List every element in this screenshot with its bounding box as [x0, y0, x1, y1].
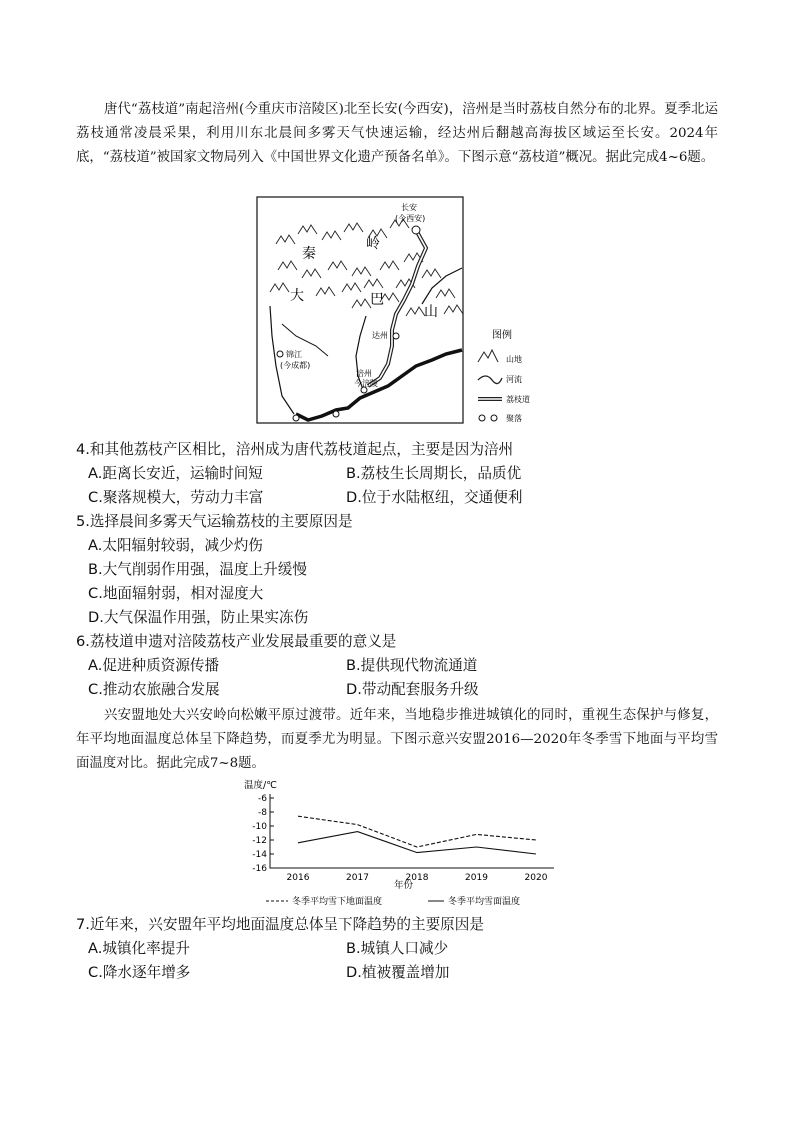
y-tick-label: -16: [252, 864, 267, 874]
legend-solid-label: 冬季平均雪面温度: [448, 897, 521, 907]
y-tick-label: -10: [252, 822, 267, 832]
x-tick-label: 2019: [465, 873, 488, 883]
q7-option-a: A.城镇化率提升: [88, 940, 190, 957]
question-5-stem: 5.选择晨间多雾天气运输荔枝的主要原因是: [76, 513, 353, 530]
legend-river-icon: [478, 376, 502, 384]
temperature-line-chart: [236, 778, 556, 908]
changan-sub-label: (今西安): [395, 214, 426, 223]
legend-settlement-icon: [479, 415, 485, 421]
shan-label: 山: [424, 304, 438, 320]
chart-axes: [270, 794, 554, 868]
q5-option-d: D.大气保温作用强，防止果实冻伤: [88, 609, 309, 626]
svg-text:河流: 河流: [506, 375, 522, 384]
q7-option-d: D.植被覆盖增加: [346, 964, 450, 981]
q7-option-c: C.降水逐年增多: [88, 964, 191, 981]
q7-option-b: B.城镇人口减少: [346, 940, 449, 957]
changan-settlement: [412, 226, 420, 234]
q5-option-a: A.太阳辐射较弱，减少灼伤: [88, 537, 263, 554]
svg-text:荔枝道: 荔枝道: [506, 395, 530, 404]
q4-option-b: B.荔枝生长周期长，品质优: [346, 465, 522, 482]
x-tick-label: 2020: [524, 873, 548, 883]
svg-text:聚落: 聚落: [506, 414, 522, 423]
q4-option-d: D.位于水陆枢纽，交通便利: [346, 489, 523, 506]
settlement-sw2: [333, 411, 339, 417]
litchi-road-map: [256, 196, 556, 424]
y-tick-label: -14: [252, 850, 267, 860]
ling-label: 岭: [366, 236, 380, 252]
q4-option-c: C.聚落规模大，劳动力丰富: [88, 489, 264, 506]
x-tick-label: 2017: [346, 873, 369, 883]
jinjiang-sub-label: (今成都): [280, 361, 311, 370]
legend-title: 图例: [492, 330, 512, 341]
x-tick-label: 2018: [405, 873, 429, 883]
chart-xlabel: 年份: [394, 880, 414, 891]
svg-text:山地: 山地: [506, 355, 522, 364]
passage-xinganmeng: 兴安盟地处大兴安岭向松嫩平原过渡带。近年来，当地稳步推进城镇化的同时，重视生态保护与修复，年平均地面温度总体呈下降趋势，而夏季尤为明显。下图示意兴安盟2016—2020年冬季雪下地面与平均雪面温度对比。据此完成7~8题。: [76, 708, 718, 771]
fuzhou-label: 涪州: [356, 369, 372, 378]
changan-label: 长安: [401, 203, 417, 212]
chart-ylabel: 温度/℃: [244, 780, 277, 791]
ba-label: 巴: [370, 292, 384, 308]
settlement-sw1: [293, 415, 299, 421]
q5-option-c: C.地面辐射弱，相对湿度大: [88, 585, 264, 602]
series-line-subsnow-ground: [298, 816, 536, 847]
question-6-stem: 6.荔枝道申遗对涪陵荔枝产业发展最重要的意义是: [76, 633, 397, 650]
dazhou-settlement: [393, 333, 399, 339]
jinjiang-label: 锦江: [286, 350, 302, 359]
dazhou-label: 达州: [372, 331, 388, 340]
jinjiang-settlement: [277, 351, 283, 357]
y-tick-label: -8: [258, 808, 267, 818]
y-tick-label: -6: [258, 794, 267, 804]
q5-option-b: B.大气削弱作用强，温度上升缓慢: [88, 561, 307, 578]
question-7-stem: 7.近年来，兴安盟年平均地面温度总体呈下降趋势的主要原因是: [76, 916, 484, 933]
q6-option-a: A.促进种质资源传播: [88, 657, 220, 674]
qin-label: 秦: [302, 246, 316, 262]
fuzhou-sub-label: 今涪陵: [354, 379, 378, 388]
q6-option-b: B.提供现代物流通道: [346, 657, 478, 674]
legend-mountain-icon: [478, 350, 498, 362]
series-line-snow-surface: [298, 832, 536, 854]
question-4-stem: 4.和其他荔枝产区相比，涪州成为唐代荔枝道起点，主要是因为涪州: [76, 441, 514, 458]
passage-litchi-road: 唐代“荔枝道”南起涪州(今重庆市涪陵区)北至长安(今西安)，涪州是当时荔枝自然分布的北界。夏季北运荔枝通常凌晨采果，利用川东北晨间多雾天气快速运输，经达州后翻越高海拔区域运至长安。2024年底，“荔枝道”被国家文物局列入《中国世界文化遗产预备名单》。下图示意“荔枝道”概况。据此完成4~6题。: [76, 102, 718, 165]
x-tick-label: 2016: [286, 873, 310, 883]
y-tick-label: -12: [252, 836, 267, 846]
q4-option-a: A.距离长安近，运输时间短: [88, 465, 263, 482]
q6-option-c: C.推动农旅融合发展: [88, 681, 220, 698]
legend-dashed-label: 冬季平均雪下地面温度: [292, 897, 383, 907]
q6-option-d: D.带动配套服务升级: [346, 681, 479, 698]
da-label: 大: [290, 288, 304, 304]
